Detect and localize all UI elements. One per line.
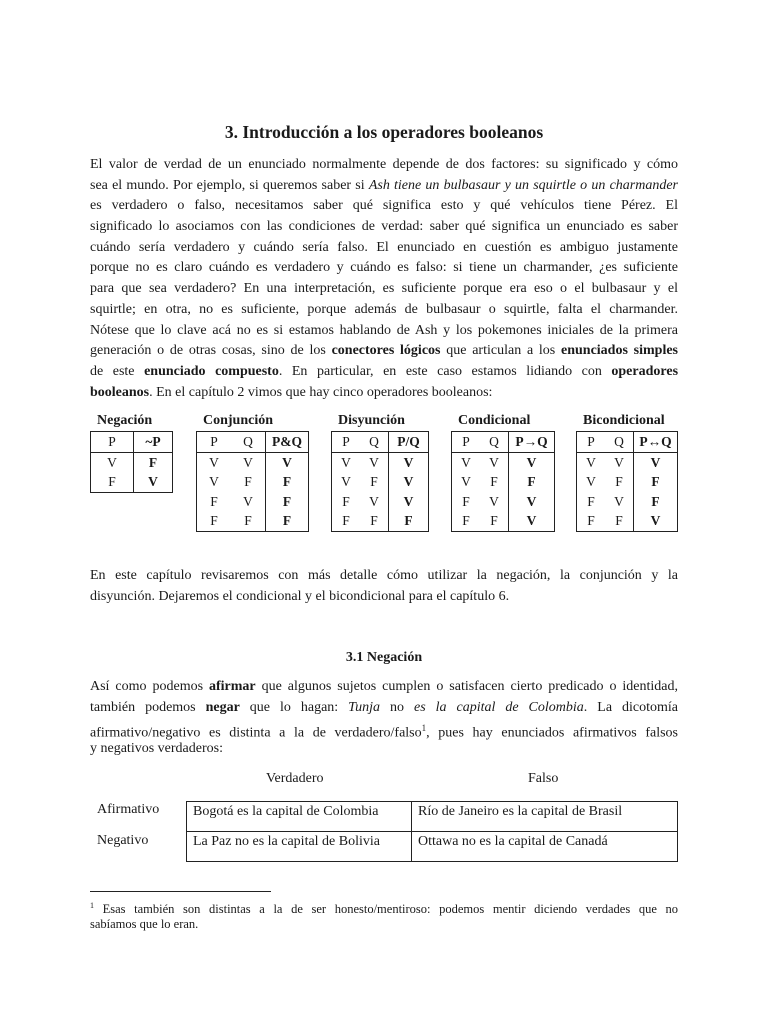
table-row — [577, 472, 678, 492]
table-cell: F — [244, 513, 252, 529]
table-row — [332, 472, 429, 492]
table-row — [332, 511, 429, 531]
intro-text: de este — [90, 363, 145, 379]
result-cell: F — [266, 492, 309, 512]
header-cell: Q — [605, 432, 634, 453]
biconditional-truth-table — [576, 431, 678, 532]
table-cell: V — [586, 474, 596, 490]
header-cell: P — [452, 432, 481, 453]
negation-heading: Negación — [97, 413, 153, 428]
table-cell: V — [489, 454, 499, 470]
table-row — [452, 511, 555, 531]
table-cell: V — [461, 474, 471, 490]
term-boolean-operators: operadores — [611, 363, 679, 379]
table-row — [577, 452, 678, 472]
result-cell: F — [634, 492, 678, 512]
footnote — [90, 897, 678, 933]
disjunction-heading: Disyunción — [338, 413, 405, 428]
table-cell: F — [210, 493, 218, 509]
section-title: 3.1 Negación — [345, 650, 423, 665]
chapter-note-paragraph — [90, 566, 678, 607]
result-cell: V — [634, 511, 678, 531]
table-cell: F — [587, 493, 595, 509]
table-cell: V — [341, 474, 351, 490]
footnote-text: Esas también son distintas a la de ser honesto/mentiroso: podemos mentir diciendo verdades que no — [94, 902, 678, 917]
section-paragraph — [90, 677, 678, 760]
example-cell: La Paz no es la capital de Bolivia — [187, 832, 412, 862]
row-label-negative: Negativo — [97, 833, 149, 848]
row-label-affirmative: Afirmativo — [97, 802, 160, 817]
header-cell: Q — [480, 432, 509, 453]
table-row — [91, 452, 173, 472]
table-cell: V — [209, 454, 219, 470]
table-row — [452, 472, 555, 492]
table-cell: V — [614, 454, 624, 470]
result-cell: V — [266, 452, 309, 472]
header-cell: P — [91, 432, 134, 453]
table-cell: F — [615, 474, 623, 490]
header-cell: Q — [231, 432, 266, 453]
table-cell: V — [489, 493, 499, 509]
intro-line: El valor de verdad de un enunciado normalmente depende de dos factores: su significado y cómo — [90, 157, 678, 172]
table-cell: F — [490, 513, 498, 529]
section-text: Así como podemos — [90, 679, 209, 694]
conditional-truth-table — [451, 431, 555, 532]
section-line — [90, 718, 679, 742]
note-line: En este capítulo revisaremos con más detalle cómo utilizar la negación, la conjunción y la — [90, 568, 678, 583]
result-cell: V — [634, 452, 678, 472]
intro-line: para que sea verdadero? En una interpretación, es suficiente porque era eso o el bulbasaur y el — [90, 281, 678, 297]
intro-line — [90, 362, 678, 383]
result-cell: V — [389, 472, 429, 492]
header-cell: ~P — [134, 432, 173, 453]
result-cell: F — [389, 511, 429, 531]
table-cell: V — [209, 474, 219, 490]
table-cell: V — [243, 493, 253, 509]
header-cell: P — [332, 432, 361, 453]
section-text: no — [380, 699, 415, 715]
table-cell: V — [461, 454, 471, 470]
result-cell: V — [134, 472, 173, 492]
table-cell: V — [614, 493, 624, 509]
column-header-true: Verdadero — [266, 771, 324, 786]
conditional-heading: Condicional — [458, 413, 531, 428]
biconditional-heading: Bicondicional — [583, 413, 665, 428]
intro-line: squirtle; en otra, no es suficiente, porque además de bulbasaur o squirtle, falta el charmander. — [90, 301, 678, 317]
header-cell: P&Q — [266, 432, 309, 453]
table-header-row — [197, 432, 309, 453]
footnote-mark: 1 — [90, 901, 94, 910]
result-cell: F — [634, 472, 678, 492]
intro-text: sea el mundo. Por ejemplo, si queremos saber si — [90, 177, 369, 193]
example-subject: Tunja — [348, 699, 381, 715]
table-row — [187, 802, 678, 832]
intro-text: que articulan a los — [440, 343, 561, 359]
term-affirm: afirmar — [209, 679, 256, 694]
table-cell: F — [342, 493, 350, 509]
table-row — [187, 832, 678, 862]
negation-truth-table — [90, 431, 173, 493]
section-line — [90, 698, 678, 719]
chapter-title: 3. Introducción a los operadores booleanos — [224, 122, 544, 142]
example-cell: Bogotá es la capital de Colombia — [187, 802, 412, 832]
table-row — [91, 472, 173, 492]
footnote-reference[interactable]: 1 — [421, 723, 427, 734]
term-boolean-operators: booleanos — [90, 384, 150, 400]
table-cell: V — [243, 454, 253, 470]
table-cell: F — [462, 493, 470, 509]
example-predicate: es la capital de Colombia — [414, 699, 584, 715]
table-row — [577, 511, 678, 531]
term-compound-statement: enunciado compuesto — [144, 363, 279, 379]
table-cell: F — [342, 513, 350, 529]
header-cell: P→Q — [509, 432, 555, 453]
result-cell: V — [509, 452, 555, 472]
term-negate: negar — [205, 699, 240, 715]
result-cell: F — [134, 452, 173, 472]
result-cell: F — [509, 472, 555, 492]
intro-line: porque no es claro cuándo es verdadero y cuándo es falso: si tiene un charmander, ¿es suficiente — [90, 260, 678, 276]
table-cell: F — [244, 474, 252, 490]
table-cell: F — [370, 513, 378, 529]
table-cell: F — [108, 474, 116, 490]
intro-text: . En particular, en este caso estamos lidiando con — [278, 363, 612, 379]
example-sentence: Ash tiene un bulbasaur y un squirtle o un charmander — [368, 177, 679, 193]
table-cell: F — [462, 513, 470, 529]
section-text: también podemos — [90, 699, 206, 715]
column-header-false: Falso — [528, 771, 559, 786]
section-text: , pues hay enunciados afirmativos falsos — [426, 726, 679, 742]
table-header-row — [91, 432, 173, 453]
intro-line — [90, 341, 678, 362]
section-text: que lo hagan: — [239, 699, 349, 715]
section-line — [90, 677, 678, 698]
table-header-row — [452, 432, 555, 453]
table-cell: F — [587, 513, 595, 529]
table-row — [332, 452, 429, 472]
examples-table — [186, 801, 678, 862]
table-cell: V — [586, 454, 596, 470]
term-logical-connectives: conectores lógicos — [331, 343, 441, 359]
intro-line — [90, 176, 678, 197]
table-cell: F — [370, 474, 378, 490]
conjunction-truth-table — [196, 431, 309, 532]
footnote-line: sabíamos que lo eran. — [90, 917, 199, 931]
header-cell: P↔Q — [634, 432, 678, 453]
intro-line: cuándo sería verdadero y cuándo sería falso. El enunciado en cuestión es ambiguo justamente — [90, 239, 678, 255]
example-cell: Río de Janeiro es la capital de Brasil — [412, 802, 678, 832]
table-header-row — [577, 432, 678, 453]
intro-line: Nótese que lo clave acá no es si estamos hablando de Ash y los pokemones iniciales de la primera — [90, 322, 678, 338]
section-text: afirmativo/negativo es distinta a la de verdadero/falso — [90, 726, 422, 742]
header-cell: P — [197, 432, 232, 453]
result-cell: V — [389, 452, 429, 472]
table-cell: V — [369, 454, 379, 470]
intro-line — [90, 383, 678, 404]
table-cell: V — [369, 493, 379, 509]
result-cell: F — [266, 472, 309, 492]
table-cell: F — [210, 513, 218, 529]
table-cell: V — [341, 454, 351, 470]
example-cell: Ottawa no es la capital de Canadá — [412, 832, 678, 862]
note-line: disyunción. Dejaremos el condicional y el bicondicional para el capítulo 6. — [90, 588, 510, 604]
intro-line: es verdadero o falso, necesitamos saber qué significa esto y qué vehículos tiene Pérez. El — [90, 198, 678, 214]
table-row — [197, 452, 309, 472]
header-cell: P — [577, 432, 606, 453]
intro-text: generación o de otras cosas, sino de los — [90, 343, 332, 359]
footnote-separator — [90, 891, 271, 892]
table-cell: F — [615, 513, 623, 529]
disjunction-truth-table — [331, 431, 429, 532]
section-text: que algunos sujetos cumplen o satisfacen cierto predicado o identidad, — [255, 679, 678, 694]
conjunction-heading: Conjunción — [203, 413, 274, 428]
table-row — [197, 511, 309, 531]
header-cell: P/Q — [389, 432, 429, 453]
intro-paragraph — [90, 155, 678, 403]
intro-text: . En el capítulo 2 vimos que hay cinco operadores booleanos: — [149, 384, 493, 400]
result-cell: V — [509, 511, 555, 531]
table-row — [577, 492, 678, 512]
intro-line: significado lo asociamos con las condiciones de verdad: saber qué significa un enunciado es saber — [90, 219, 678, 235]
table-row — [332, 492, 429, 512]
table-row — [452, 452, 555, 472]
table-row — [197, 472, 309, 492]
result-cell: V — [389, 492, 429, 512]
result-cell: F — [266, 511, 309, 531]
table-row — [197, 492, 309, 512]
table-header-row — [332, 432, 429, 453]
header-cell: Q — [360, 432, 389, 453]
table-cell: F — [490, 474, 498, 490]
footnote-line — [90, 897, 678, 915]
table-cell: V — [107, 454, 117, 470]
table-row — [452, 492, 555, 512]
section-line: y negativos verdaderos: — [90, 741, 223, 757]
section-text: . La dicotomía — [583, 699, 678, 715]
result-cell: V — [509, 492, 555, 512]
term-simple-statements: enunciados simples — [561, 343, 679, 359]
